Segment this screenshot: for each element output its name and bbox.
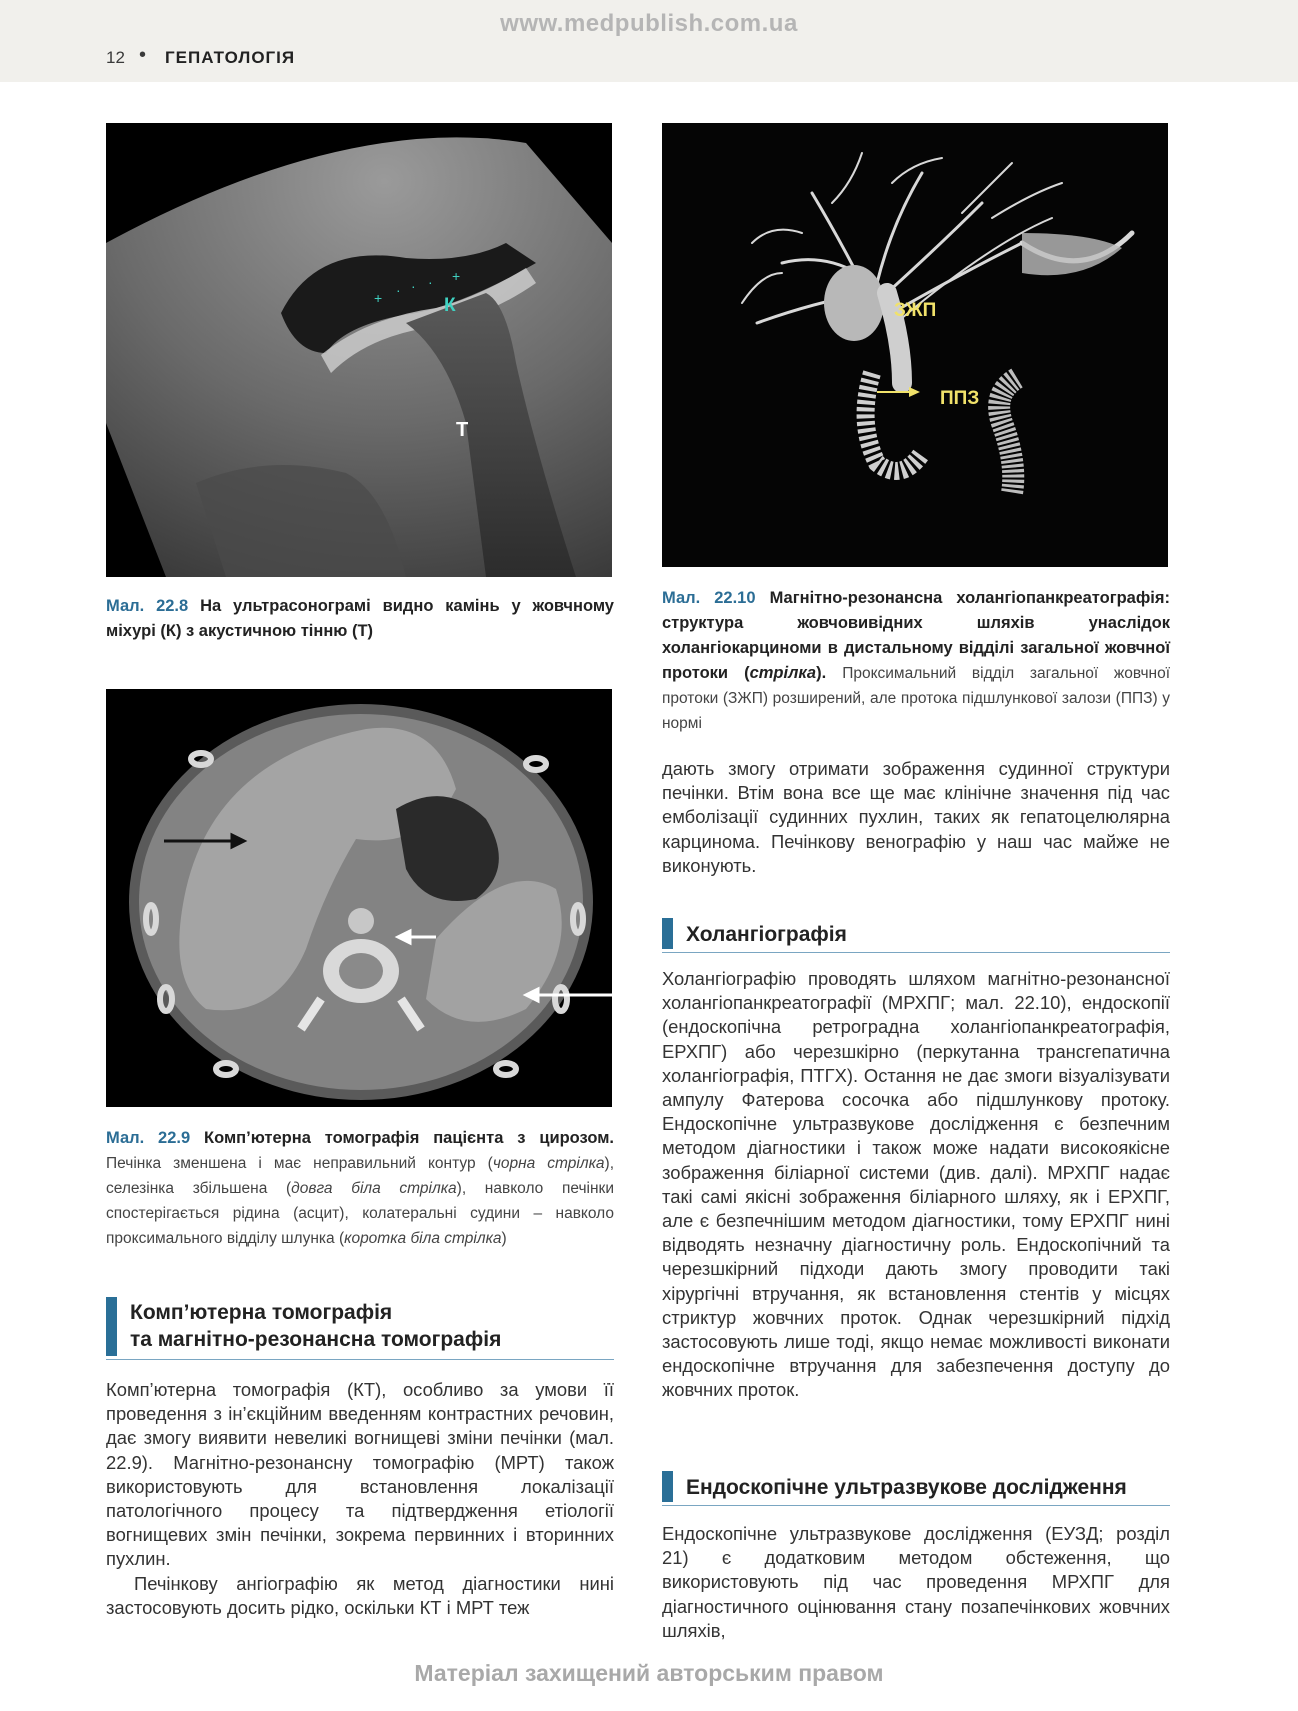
heading-accent-bar [106, 1297, 117, 1356]
heading-cholangiography [662, 918, 1170, 953]
continuation-paragraph: дають змогу отримати зображення судинної структури печінки. Втім вона все ще має клінічне значення під час емболізації судинних пухлин, таких як гепатоцелюлярна карцинома. Печінкову венографію у наш час майже не виконують. [662, 758, 1170, 876]
heading-accent-bar [662, 918, 673, 949]
heading-text: Холангіографія [686, 923, 847, 946]
ultrasound-image [106, 123, 612, 577]
heading-ct-mri [106, 1297, 614, 1360]
caption-text-2: ), селезінка збільшена ( [106, 1155, 615, 1197]
caption-label: Мал. 22.8 [106, 597, 189, 615]
copyright-footer: Матеріал захищений авторським правом [414, 1660, 884, 1686]
svg-text:+: + [374, 290, 383, 306]
caption-title: Магнітно-резонансна холангіопанкреатографія: структура жовчовивідних шляхів унаслідок холангіокарциноми в дистальному відділі загальної жовчної протоки ( [662, 589, 1170, 682]
caption-text: Проксимальний відділ загальної жовчної протоки (ЗЖП) розширений, але протока підшлункової залози (ППЗ) у нормі [662, 665, 1170, 732]
label-zhp: ЗЖП [894, 300, 937, 321]
caption-italic-1: чорна стрілка [492, 1155, 605, 1172]
caption-label: Мал. 22.9 [106, 1129, 191, 1147]
ct-image [106, 689, 612, 1107]
page-header [0, 0, 1298, 82]
site-url[interactable]: www.medpublish.com.ua [500, 10, 798, 37]
shadow-label-t: Т [456, 419, 469, 441]
svg-text:+: + [452, 268, 461, 284]
stone-label-k: К [444, 295, 456, 316]
ct-mri-body [106, 1378, 614, 1620]
caption-text-3: ), навколо печінки спостерігається рідина (асцит), колатеральні судини – навколо проксимального відділу шлунка ( [106, 1180, 614, 1247]
heading-eus [662, 1471, 1170, 1506]
heading-text: Ендоскопічне ультразвукове дослідження [686, 1476, 1127, 1499]
caption-fig-22-8 [106, 594, 614, 644]
svg-text:·: · [396, 282, 401, 298]
caption-italic: стрілка [749, 664, 817, 682]
heading-line-2: та магнітно-резонансна томографія [130, 1328, 502, 1351]
right-continuation [662, 757, 1170, 878]
svg-text:·: · [411, 278, 416, 294]
eus-body [662, 1522, 1170, 1643]
ct-paragraph-2: Печінкову ангіографію як метод діагностики нині застосовують досить рідко, оскільки КТ і МРТ теж [106, 1572, 614, 1618]
caption-text-1: Печінка зменшена і має неправильний контур ( [106, 1155, 493, 1172]
heading-accent-bar [662, 1471, 673, 1502]
caption-italic-2: довга біла стрілка [291, 1180, 457, 1197]
header-bullet: • [139, 44, 147, 66]
running-section-title: ГЕПАТОЛОГІЯ [165, 48, 296, 67]
eus-paragraph: Ендоскопічне ультразвукове дослідження (ЕУЗД; розділ 21) є додатковим методом обстеження, що використовують під час проведення МРХПГ для діагностичного оцінювання стану позапечінкових жовчних шляхів, [662, 1523, 1170, 1641]
caption-italic-3: коротка біла стрілка [344, 1230, 502, 1247]
caption-title-end: ). [816, 664, 827, 682]
svg-text:·: · [428, 274, 433, 290]
caption-fig-22-9 [106, 1126, 614, 1251]
heading-line-1: Комп’ютерна томографія [130, 1301, 393, 1324]
caption-title: Комп’ютерна томографія пацієнта з цирозом. [204, 1129, 614, 1147]
cholangiography-paragraph: Холангіографію проводять шляхом магнітно-резонансної холангіопанкреатографії (МРХПГ; мал. 22.10), ендоскопії (ендоскопічна ретроградна холангіопанкреатографія, ЕРХПГ) або черезшкірно (перкутанна трансгепатична холангіографія, ПТГХ). Остання не дає змоги візуалізувати ампулу Фатерова сосочка або підшлункову протоку. Ендоскопічне ультразвукове дослідження є безпечним методом діагностики і також може надати високоякісне зображення біліарної системи (див. далі). МРХПГ надає такі самі якісні зображення біліарного шляху, як і ЕРХПГ, але є безпечнішим методом діагностики, тому ЕРХПГ нині відводять незначну діагностичну роль. Ендоскопічний та черезшкірний підходи дають змогу проводити такі хірургічні втручання, як встановлення стентів у місцях стриктур жовчних проток. Однак черезшкірний підхід застосовують лише тоді, якщо немає можливості виконати ендоскопічне втручання для забезпечення доступу до жовчних проток. [662, 968, 1170, 1401]
mrcp-image [662, 123, 1168, 567]
caption-text: На ультрасонограмі видно камінь у жовчному міхурі (К) з акустичною тінню (Т) [106, 597, 614, 640]
cholangiography-body [662, 967, 1170, 1403]
caption-fig-22-10 [662, 586, 1170, 736]
caption-label: Мал. 22.10 [662, 589, 756, 607]
label-ppz: ППЗ [940, 388, 980, 409]
ct-paragraph-1: Комп’ютерна томографія (КТ), особливо за умови її проведення з ін’єкційним введенням контрастних речовин, дає змогу виявити невеликі вогнищеві зміни печінки (мал. 22.9). Магнітно-резонансну томографію (МРТ) також використовують для встановлення локалізації патологічного процесу та підтвердження етіології вогнищевих змін печінки, зокрема первинних і вторинних пухлин. [106, 1379, 614, 1570]
page-number: 12 [106, 48, 125, 67]
caption-text-4: ) [501, 1230, 507, 1247]
